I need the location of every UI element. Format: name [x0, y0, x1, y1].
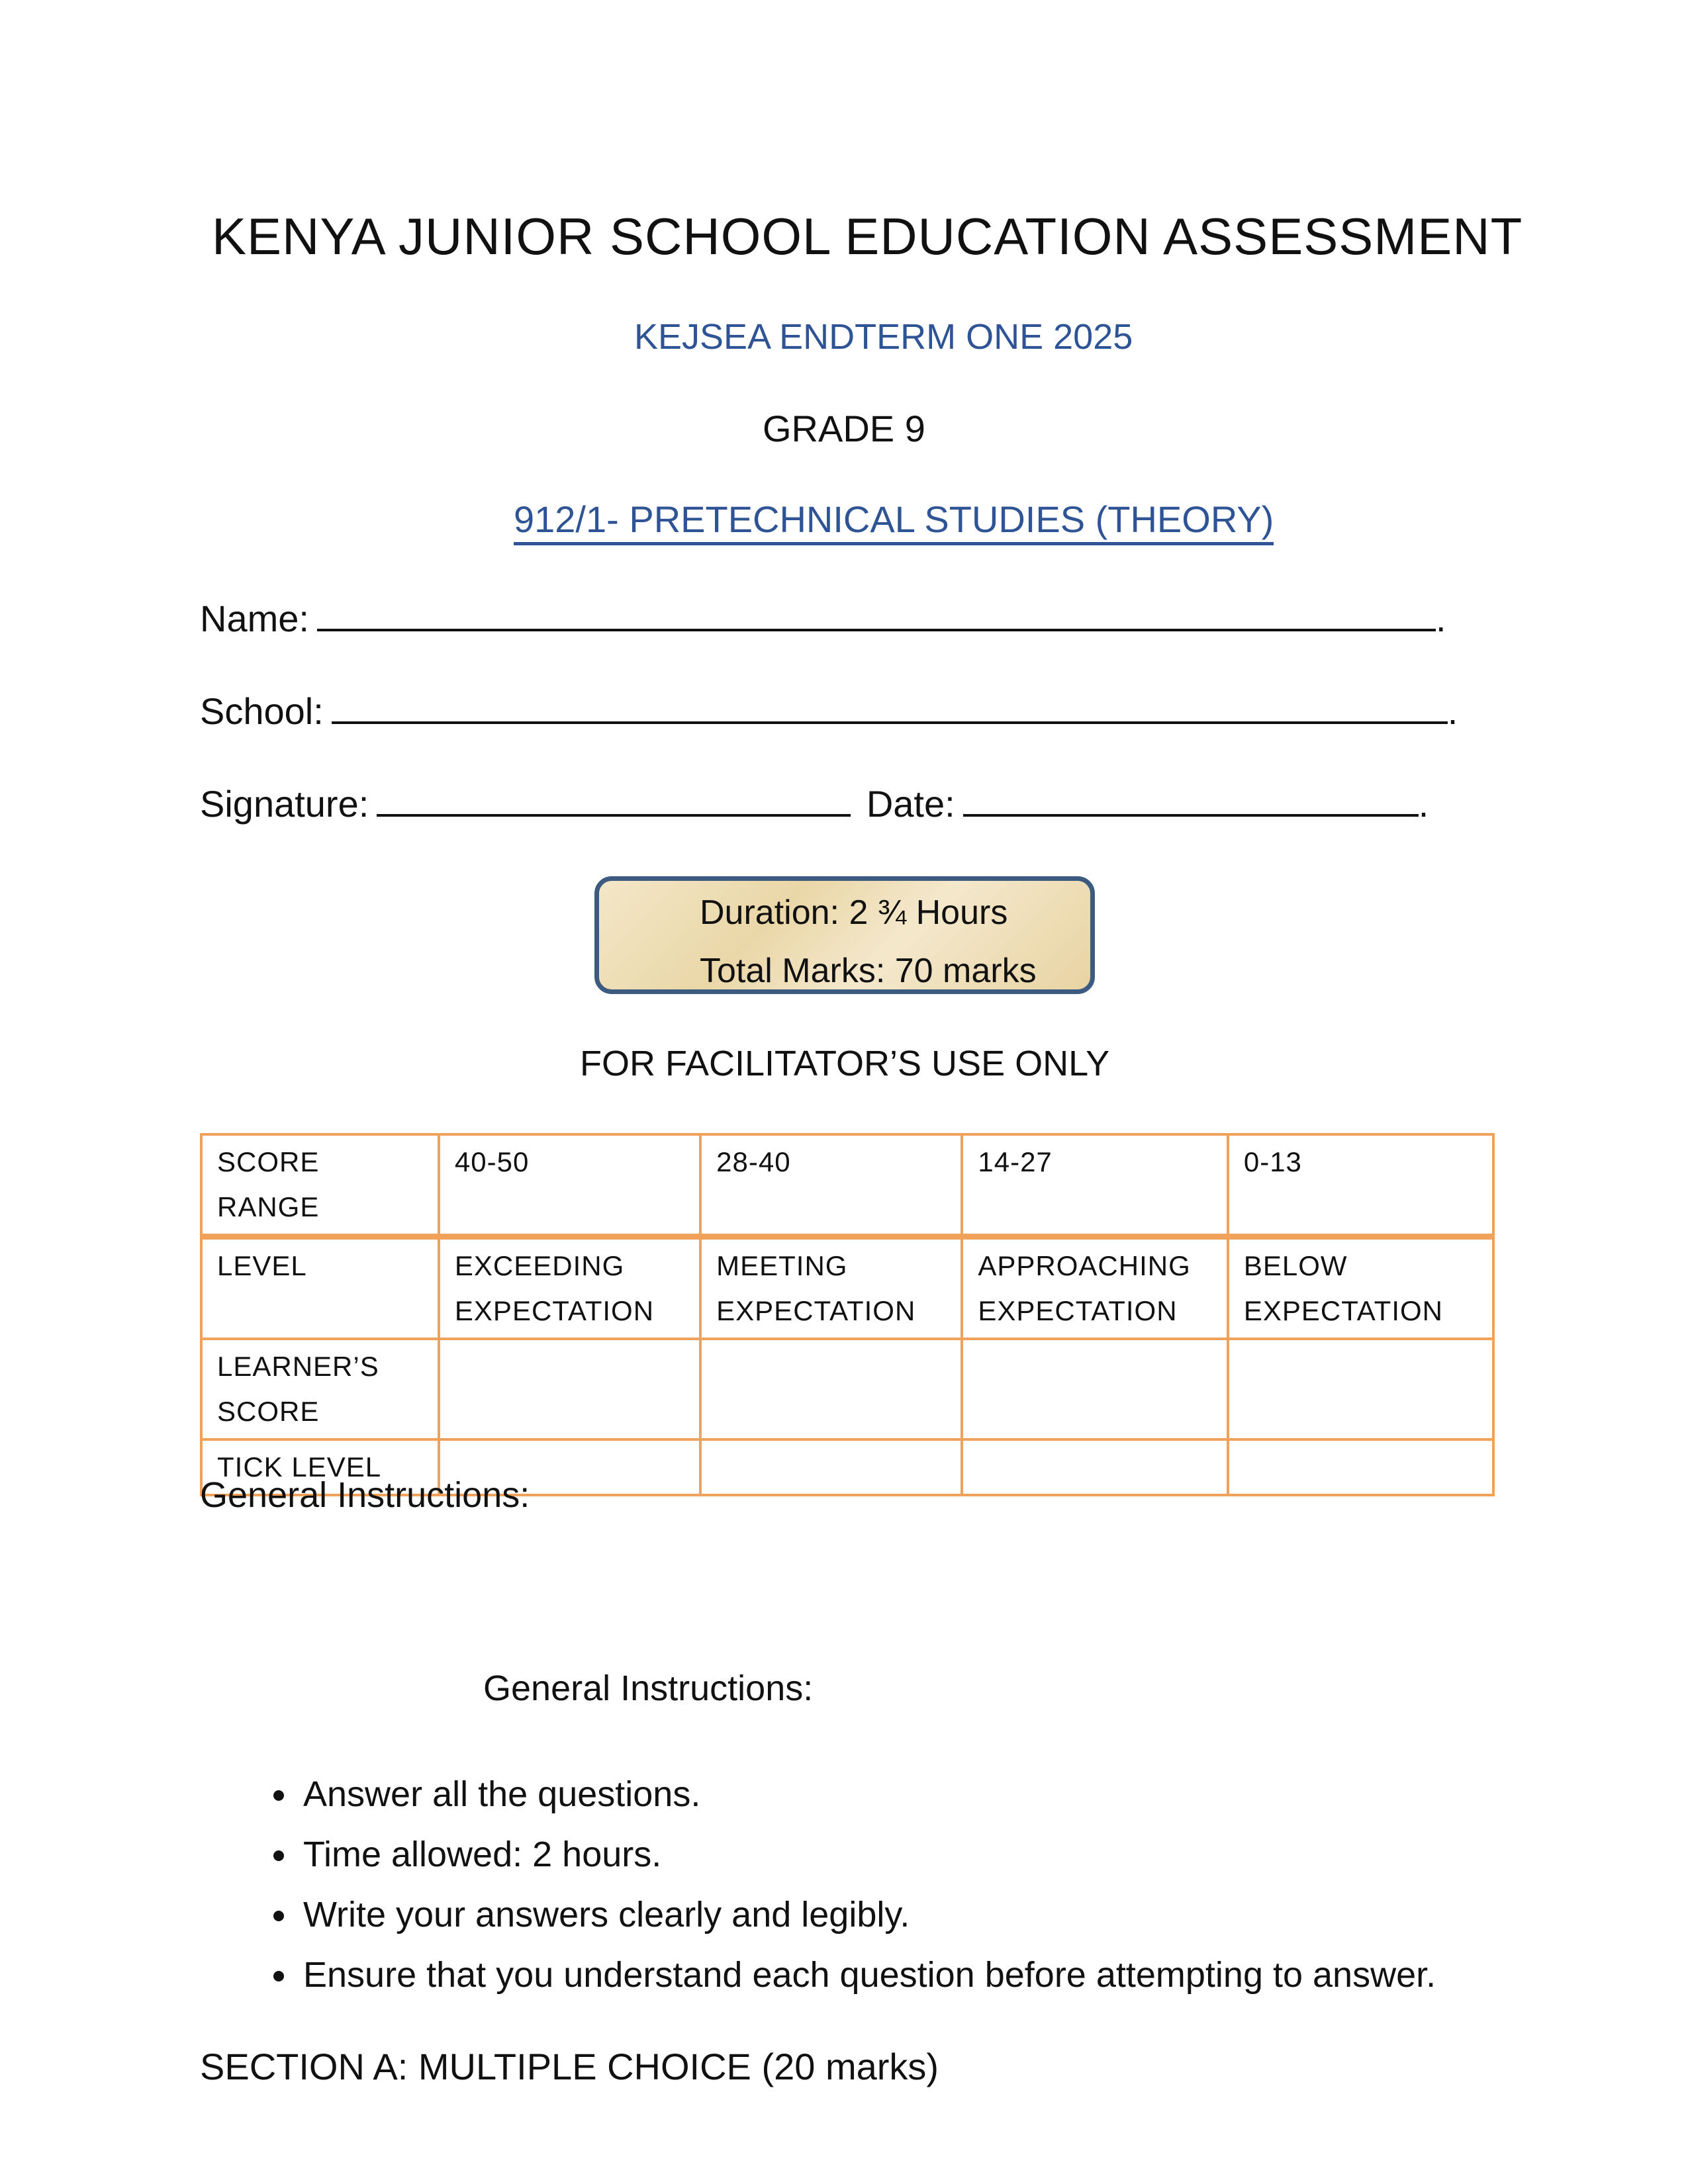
row-label: SCORE RANGE	[201, 1134, 439, 1237]
school-field[interactable]	[200, 690, 1458, 733]
table-cell: 0-13	[1228, 1134, 1493, 1237]
row-label: LEVEL	[201, 1237, 439, 1340]
learner-score-cell[interactable]	[1228, 1339, 1493, 1439]
name-terminator: .	[1435, 598, 1446, 639]
table-cell: APPROACHING EXPECTATION	[962, 1237, 1227, 1340]
table-cell: 40-50	[439, 1134, 700, 1237]
date-terminator: .	[1418, 783, 1429, 825]
tick-level-cell[interactable]	[962, 1439, 1227, 1495]
learner-score-cell[interactable]	[962, 1339, 1227, 1439]
table-row	[201, 1339, 1493, 1439]
name-label: Name:	[200, 598, 309, 639]
list-item: • Answer all the questions.	[299, 1764, 1436, 1825]
table-cell: 14-27	[962, 1134, 1227, 1237]
table-cell: BELOW EXPECTATION	[1228, 1237, 1493, 1340]
list-item: • Time allowed: 2 hours.	[299, 1825, 1436, 1885]
total-marks-text: Total Marks: 70 marks	[700, 952, 1037, 990]
row-label: LEARNER’S SCORE	[201, 1339, 439, 1439]
row-label: TICK LEVEL	[201, 1439, 439, 1495]
signature-label: Signature:	[200, 783, 369, 825]
name-field[interactable]	[200, 597, 1446, 640]
school-terminator: .	[1447, 690, 1458, 732]
exam-info-box	[594, 876, 1095, 994]
facilitator-heading: FOR FACILITATOR’S USE ONLY	[580, 1044, 1110, 1083]
subject-title: 912/1- PRETECHNICAL STUDIES (THEORY)	[514, 498, 1274, 545]
name-line[interactable]	[317, 598, 1436, 631]
instructions-heading-repeat: General Instructions:	[483, 1668, 814, 1708]
page-title: KENYA JUNIOR SCHOOL EDUCATION ASSESSMENT	[212, 207, 1523, 265]
table-cell: MEETING EXPECTATION	[700, 1237, 962, 1340]
exam-series: KEJSEA ENDTERM ONE 2025	[634, 317, 1133, 357]
table-row	[201, 1134, 1493, 1237]
school-line[interactable]	[332, 691, 1448, 724]
signature-line[interactable]	[377, 784, 851, 817]
table-cell: EXCEEDING EXPECTATION	[439, 1237, 700, 1340]
instructions-heading: General Instructions:	[200, 1475, 530, 1515]
section-a-heading: SECTION A: MULTIPLE CHOICE (20 marks)	[200, 2046, 939, 2087]
list-item: • Ensure that you understand each question before attempting to answer.	[299, 1945, 1436, 2005]
tick-level-cell[interactable]	[700, 1439, 962, 1495]
date-line[interactable]	[963, 784, 1419, 817]
list-item: • Write your answers clearly and legibly.	[299, 1885, 1436, 1945]
learner-score-cell[interactable]	[439, 1339, 700, 1439]
tick-level-cell[interactable]	[1228, 1439, 1493, 1495]
signature-date-field[interactable]	[200, 782, 1429, 825]
table-cell: 28-40	[700, 1134, 962, 1237]
school-label: School:	[200, 690, 324, 732]
grade-label: GRADE 9	[763, 408, 925, 449]
duration-text: Duration: 2 ¾ Hours	[700, 893, 1008, 932]
score-table	[200, 1133, 1495, 1496]
date-label: Date:	[866, 783, 955, 825]
table-row	[201, 1237, 1493, 1340]
instructions-list	[246, 1764, 1436, 2005]
learner-score-cell[interactable]	[700, 1339, 962, 1439]
